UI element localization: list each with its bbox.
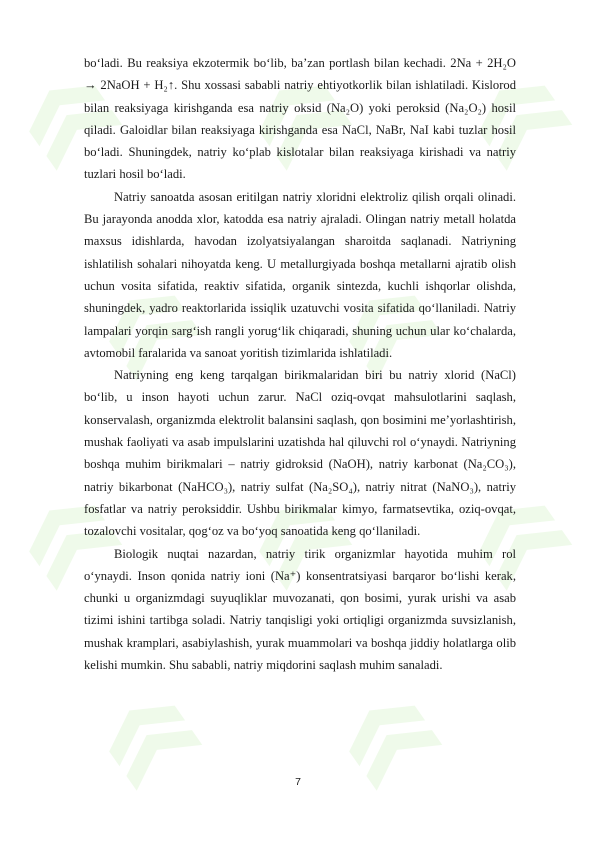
paragraph-1: bo‘ladi. Bu reaksiya ekzotermik bo‘lib, ba’zan portlash bilan kechadi. 2Na + 2H₂O → 2NaOH + H₂↑. Shu xossasi sababli natriy ehtiyotkorlik bilan ishlatiladi. Kislorod bilan reaksiyaga kirishganda esa natriy oksid (Na₂O) yoki peroksid (Na₂O₂) hosil qiladi. Galoidlar bilan reaksiyaga kirishganda esa NaCl, NaBr, NaI kabi tuzlar hosil bo‘ladi. Shuningdek, natriy ko‘plab kislotalar bilan reaksiyaga kirishadi va natriy tuzlari hosil bo‘ladi.	[84, 56, 516, 182]
paragraph-2: Natriy sanoatda asosan eritilgan natriy xloridni elektroliz qilish orqali olinadi. Bu jarayonda anodda xlor, katodda esa natriy ajraladi. Olingan natriy metall holatda maxsus idishlarda, havodan izolyatsiyalangan sharoitda saqlanadi. Natriyning ishlatilish sohalari nihoyatda keng. U metallurgiyada boshqa metallarni ajratib olish uchun vosita sifatida, reaktiv sifatida, organik sintezda, kuchli ishqorlar olishda, shuningdek, yadro reaktorlarida issiqlik uzatuvchi vosita sifatida qo‘llaniladi. Natriy lampalari yorqin sarg‘ish rangli yorug‘lik chiqaradi, shuning uchun ular ko‘chalarda, avtomobil faralarida va sanoat yoritish tizimlarida ishlatiladi.	[84, 189, 516, 360]
paragraph-4: Biologik nuqtai nazardan, natriy tirik organizmlar hayotida muhim rol o‘ynaydi. Inson qonida natriy ioni (Na⁺) konsentratsiyasi barqaror bo‘lishi kerak, chunki u organizmdagi suyuqliklar muvozanati, qon bosimi, yurak urishi va asab tizimi ishini tartibga soladi. Natriy tanqisligi yoki ortiqligi organizmda suvsizlanish, mushak kramplari, asabiylashish, yurak muammolari va boshqa jiddiy holatlarga olib kelishi mumkin. Shu sababli, natriy miqdorini saqlash muhim sanaladi.	[84, 546, 516, 673]
page-number: 7	[295, 776, 301, 788]
body-text	[84, 52, 516, 676]
paragraph-3: Natriyning eng keng tarqalgan birikmalaridan biri bu natriy xlorid (NaCl) bo‘lib, u inson hayoti uchun zarur. NaCl oziq-ovqat mahsulotlarini saqlash, konservalash, organizmda elektrolit balansini saqlash, qon bosimini me’yorlashtirish, mushak faoliyati va asab impulslarini uzatishda hal qiluvchi rol o‘ynaydi. Natriyning boshqa muhim birikmalari – natriy gidroksid (NaOH), natriy karbonat (Na₂CO₃), natriy bikarbonat (NaHCO₃), natriy sulfat (Na₂SO₄), natriy nitrat (NaNO₃), natriy fosfatlar va natriy peroksiddir. Ushbu birikmalar kimyo, farmatsevtika, oziq-ovqat, tozalovchi vositalar, qog‘oz va bo‘yoq sanoatida keng qo‘llaniladi.	[84, 368, 516, 539]
